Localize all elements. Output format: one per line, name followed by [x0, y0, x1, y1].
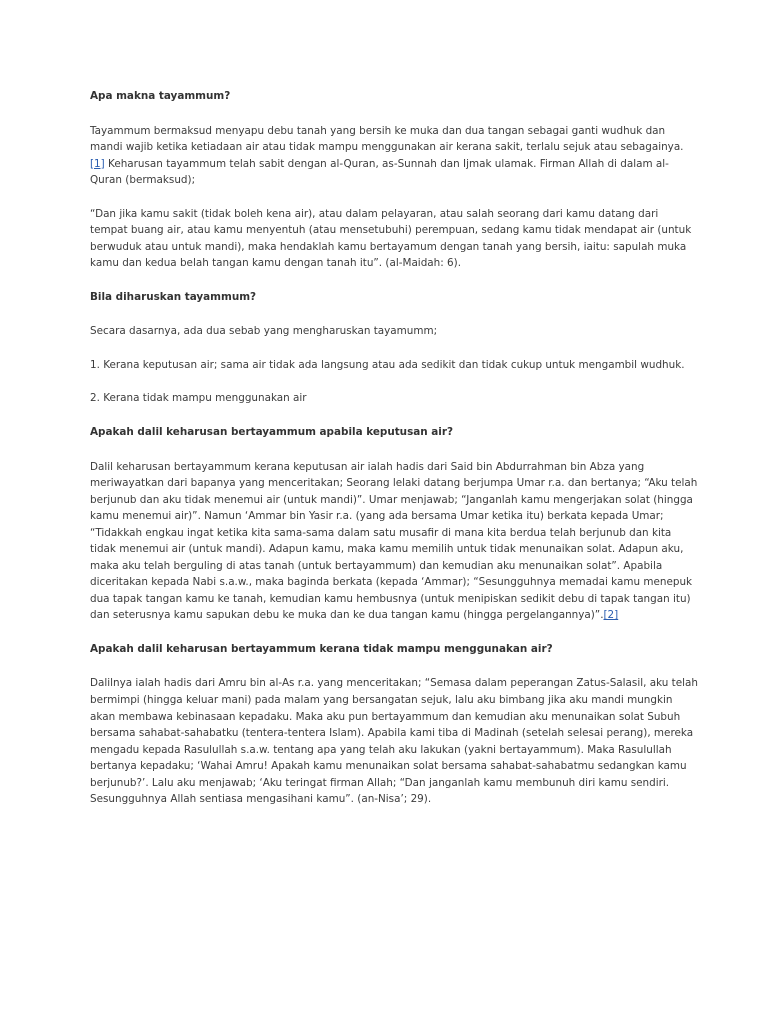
footnote-link-1[interactable]: [1] — [90, 157, 105, 170]
heading-apa-makna-tayammum: Apa makna tayammum? — [90, 90, 231, 102]
paragraph-hadis-ammar — [90, 459, 698, 624]
paragraph-two-reasons: Secara dasarnya, ada dua sebab yang mengharuskan tayamumm; — [90, 325, 438, 338]
paragraph-quran-quote: “Dan jika kamu sakit (tidak boleh kena air), atau dalam pelayaran, atau salah seorang dari kamu datang dari tempat buang air, atau kamu menyentuh (atau mensetubuhi) perempuan, sedang kamu tidak mendapat air (untuk berwuduk atau untuk mandi), maka hendaklah kamu bertayamum dengan tanah yang bersih, iaitu: sapulah muka kamu dan kedua belah tangan kamu dengan tanah itu”. (al-Maidah: 6). — [90, 207, 692, 270]
heading-dalil-tidak-mampu: Apakah dalil keharusan bertayammum kerana tidak mampu menggunakan air? — [90, 642, 553, 655]
footnote-link-2[interactable]: [2] — [603, 609, 619, 622]
paragraph-definition-text-cont: Keharusan tayammum telah sabit dengan al-Quran, as-Sunnah dan Ijmak ulamak. Firman Allah di dalam al-Quran (bermaksud); — [90, 157, 669, 187]
list-item-reason-1: 1. Kerana keputusan air; sama air tidak ada langsung atau ada sedikit dan tidak cukup untuk mengambil wudhuk. — [90, 358, 685, 371]
paragraph-hadis-ammar-text: Dalil keharusan bertayammum kerana keputusan air ialah hadis dari Said bin Abdurrahman bin Abza yang meriwayatkan dari bapanya yang menceritakan; Seorang lelaki datang berjumpa Umar r.a. dan bertanya; “Aku telah berjunub dan aku tidak menemui air (untuk mandi)”. Umar menjawab; “Janganlah kamu mengerjakan solat (hingga kamu menemui air)”. Namun ‘Ammar bin Yasir r.a. (yang ada bersama Umar ketika itu) berkata kepada Umar; “Tidakkah engkau ingat ketika kita sama-sama dalam satu musafir di mana kita berdua telah berjunub dan kita tidak menemui air (untuk mandi). Adapun kamu, maka kamu memilih untuk tidak menunaikan solat. Adapun aku, maka aku telah berguling di atas tanah (untuk bertayammum) dan kemudian aku menunaikan solat”. Apabila diceritakan kepada Nabi s.a.w., maka baginda berkata (kepada ‘Ammar); “Sesungguhnya memadai kamu menepuk dua tapak tangan kamu ke tanah, kemudian kamu hembusnya (untuk menipiskan sedikit debu di tapak tangan itu) dan seterusnya kamu sapukan debu ke muka dan ke dua tangan kamu (hingga pergelangannya)”. — [90, 460, 698, 622]
paragraph-hadis-amru: Dalilnya ialah hadis dari Amru bin al-As r.a. yang menceritakan; “Semasa dalam peperangan Zatus-Salasil, aku telah bermimpi (hingga keluar mani) pada malam yang bersangatan sejuk, lalu aku bimbang jika aku mandi mungkin akan membawa kebinasaan kepadaku. Maka aku pun bertayammum dan kemudian aku menunaikan solat Subuh bersama sahabat-sahabatku (tentera-tentera Islam). Apabila kami tiba di Madinah (setelah selesai perang), mereka mengadu kepada Rasulullah s.a.w. tentang apa yang telah aku lakukan (yakni bertayammum). Maka Rasulullah bertanya kepadaku; ‘Wahai Amru! Apakah kamu menunaikan solat bersama sahabat-sahabatmu sedangkan kamu berjunub?’. Lalu aku menjawab; ‘Aku teringat firman Allah; “Dan janganlah kamu membunuh diri kamu sendiri. Sesungguhnya Allah sentiasa mengasihani kamu”. (an-Nisa’; 29). — [90, 677, 698, 806]
paragraph-definition-text: Tayammum bermaksud menyapu debu tanah yang bersih ke muka dan dua tangan sebagai ganti wudhuk dan mandi wajib ketika ketiadaan air atau tidak mampu menggunakan air kerana sakit, terlalu sejuk atau sebagainya. — [90, 124, 684, 154]
list-item-reason-2: 2. Kerana tidak mampu menggunakan air — [90, 392, 307, 405]
heading-dalil-keputusan-air: Apakah dalil keharusan bertayammum apabila keputusan air? — [90, 426, 454, 439]
paragraph-definition — [90, 123, 698, 189]
heading-bila-diharuskan: Bila diharuskan tayammum? — [90, 290, 257, 303]
